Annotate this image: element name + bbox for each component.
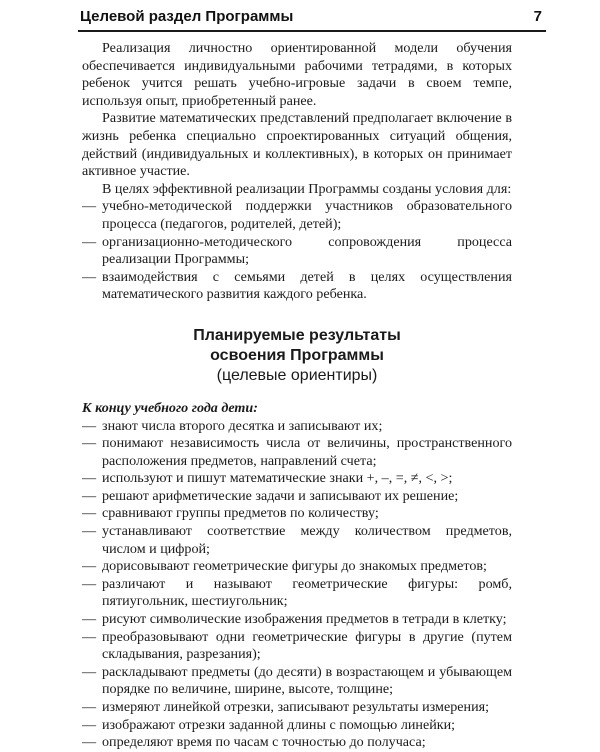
list-dash: — — [82, 575, 97, 592]
list-dash: — — [82, 716, 97, 733]
page-number: 7 — [533, 8, 542, 25]
section-heading — [82, 326, 512, 386]
list-item — [82, 576, 512, 611]
section-title-line-1: Планируемые результаты — [193, 326, 401, 344]
list-item — [82, 198, 512, 233]
list-item-text: преобразовывают одни геометрические фигуры в другие (путем складывания, разрезания); — [102, 628, 512, 663]
list-item — [82, 611, 512, 629]
list-dash: — — [82, 699, 97, 715]
list-item-text: дорисовывают геометрические фигуры до знакомых предметов; — [102, 558, 487, 575]
list-item-text: изображают отрезки заданной длины с помощью линейки; — [102, 716, 456, 733]
running-title: Целевой раздел Программы — [80, 8, 294, 25]
list-item — [82, 558, 512, 576]
list-item — [82, 234, 512, 269]
list-item — [82, 734, 512, 752]
list-dash: — — [82, 435, 97, 452]
list-dash: — — [82, 523, 97, 540]
list-dash: — — [82, 198, 97, 215]
list-dash: — — [82, 628, 97, 645]
running-header — [80, 8, 542, 25]
list-item — [82, 435, 512, 470]
list-item — [82, 470, 512, 488]
header-rule — [78, 30, 546, 32]
list-item — [82, 629, 512, 664]
list-item — [82, 717, 512, 735]
page-body — [82, 40, 512, 752]
list-item-text: сравнивают группы предметов по количеству; — [102, 505, 379, 522]
list-dash: — — [82, 417, 97, 434]
list-item-text: устанавливают соответствие между количеством предметов, числом и цифрой; — [102, 523, 512, 557]
list-item-text: учебно-методической поддержки участников образовательного процесса (педагогов, родителей, детей); — [102, 198, 512, 232]
list-item — [82, 523, 512, 558]
results-list — [82, 418, 512, 752]
list-item-text: организационно-методического сопровождения процесса реализации Программы; — [102, 233, 512, 268]
list-item-text: понимают независимость числа от величины, пространственного расположения предметов, направлений счета; — [102, 435, 512, 469]
list-dash: — — [82, 558, 97, 575]
list-dash: — — [82, 268, 97, 285]
list-item — [82, 269, 512, 304]
list-dash: — — [82, 734, 97, 751]
list-dash: — — [82, 505, 97, 522]
list-item-text: определяют время по часам с точностью до получаса; — [102, 734, 426, 751]
list-dash: — — [82, 487, 97, 504]
list-item — [82, 699, 512, 717]
list-item — [82, 418, 512, 436]
list-item-text: рисуют символические изображения предметов в тетради в клетку; — [102, 611, 507, 628]
list-item-text: измеряют линейкой отрезки, записывают результаты измерения; — [102, 699, 490, 715]
intro-paragraph: Реализация личностно ориентированной модели обучения обеспечивается индивидуальными рабочими тетрадями, в которых ребенок учится решать учебно-игровые задачи в своем темпе, используя опыт, приобретенный ранее. — [82, 40, 512, 109]
list-dash: — — [82, 233, 97, 250]
intro-paragraph: В целях эффективной реализации Программы созданы условия для: — [102, 180, 512, 197]
list-item-text: решают арифметические задачи и записывают их решение; — [102, 487, 459, 504]
conditions-list — [82, 198, 512, 304]
list-item-text: используют и пишут математические знаки +, –, =, ≠, <, >; — [102, 470, 453, 487]
list-item — [82, 488, 512, 506]
list-item — [82, 505, 512, 523]
list-item-text: различают и называют геометрические фигуры: ромб, пятиугольник, шестиугольник; — [102, 575, 512, 610]
section-title-line-2: освоения Программы — [210, 346, 384, 364]
list-item-text: знают числа второго десятка и записывают их; — [102, 417, 383, 434]
list-item-text: взаимодействия с семьями детей в целях осуществления математического развития каждого ребенка. — [102, 268, 512, 303]
section-subtitle: (целевые ориентиры) — [216, 366, 378, 384]
results-lead: К концу учебного года дети: — [82, 399, 258, 416]
list-dash: — — [82, 611, 97, 628]
list-dash: — — [82, 663, 97, 680]
intro-paragraph: Развитие математических представлений предполагает включение в жизнь ребенка специально спроектированных ситуаций общения, действий (индивидуальных и коллективных), в которых он принимает активное участие. — [82, 110, 512, 180]
list-item — [82, 664, 512, 699]
list-item-text: раскладывают предметы (до десяти) в возрастающем и убывающем порядке по величине, ширине, высоте, толщине; — [102, 663, 512, 698]
list-dash: — — [82, 470, 97, 487]
